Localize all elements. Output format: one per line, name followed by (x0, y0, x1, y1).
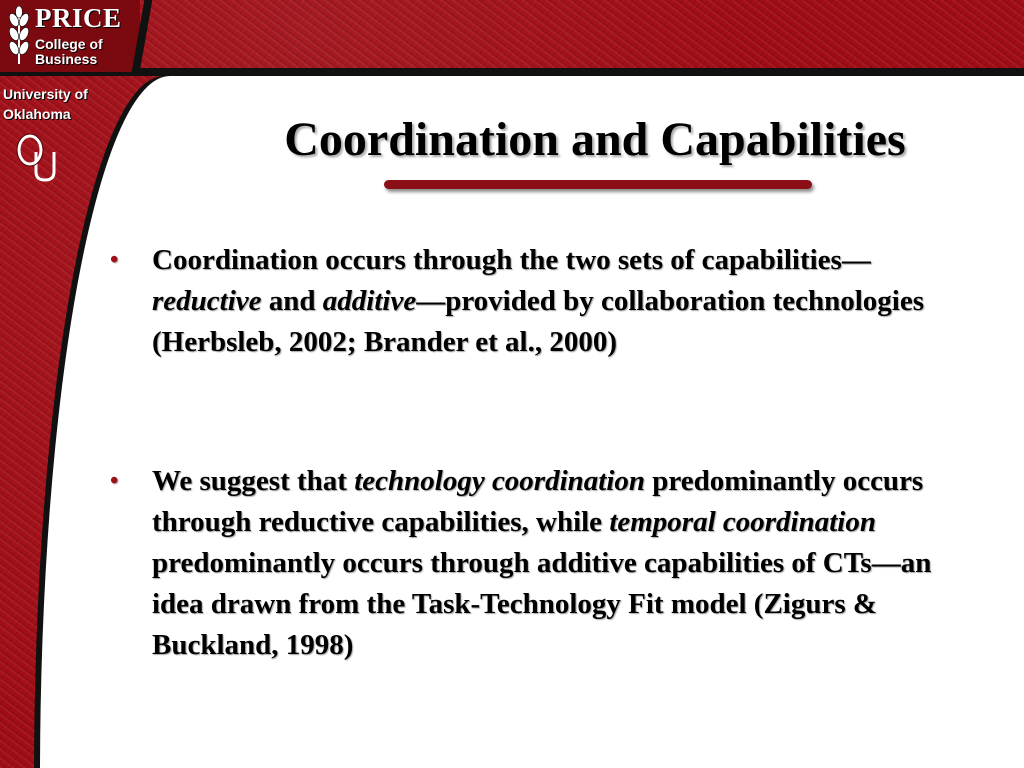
bullet-text-run-italic: additive (322, 285, 417, 317)
bullet-text (152, 240, 972, 363)
wheat-icon (6, 6, 32, 66)
bullet-text-run: predominantly occurs through additive capabilities of CTs—an idea drawn from the Task-Technology Fit model (Zigurs & Buckland, 1998) (152, 547, 932, 661)
top-decorative-band (0, 0, 1024, 72)
bullet-text (152, 461, 972, 666)
bullet-text-run: and (261, 285, 323, 317)
college-label-line-1: College of (35, 36, 103, 52)
price-college-logo (0, 0, 140, 72)
slide-title: Coordination and Capabilities (284, 113, 906, 166)
bullet-text-run: —provided by collaboration technologies (Herbsleb, 2002; Brander et al., 2000) (152, 285, 925, 358)
bullet-marker-icon: • (110, 468, 119, 494)
title-underline (384, 180, 812, 189)
bullet-text-run-italic: temporal coordination (609, 506, 876, 538)
bullet-text-run: Coordination occurs through the two sets of capabilities— (152, 244, 871, 276)
top-band-divider (0, 68, 1024, 76)
bullet-text-run: predominantly occurs through reductive capabilities, while (152, 465, 924, 538)
brand-name: PRICE (35, 3, 122, 33)
college-label-line-2: Business (35, 51, 98, 67)
ou-monogram-icon (14, 132, 58, 184)
bullet-marker-icon: • (110, 247, 119, 273)
university-label-line-1: University of (3, 86, 88, 102)
bullet-text-run-italic: technology coordination (354, 465, 646, 497)
bullet-text-run: We suggest that (152, 465, 355, 497)
university-label-line-2: Oklahoma (3, 106, 71, 122)
bullet-text-run-italic: reductive (152, 285, 262, 317)
